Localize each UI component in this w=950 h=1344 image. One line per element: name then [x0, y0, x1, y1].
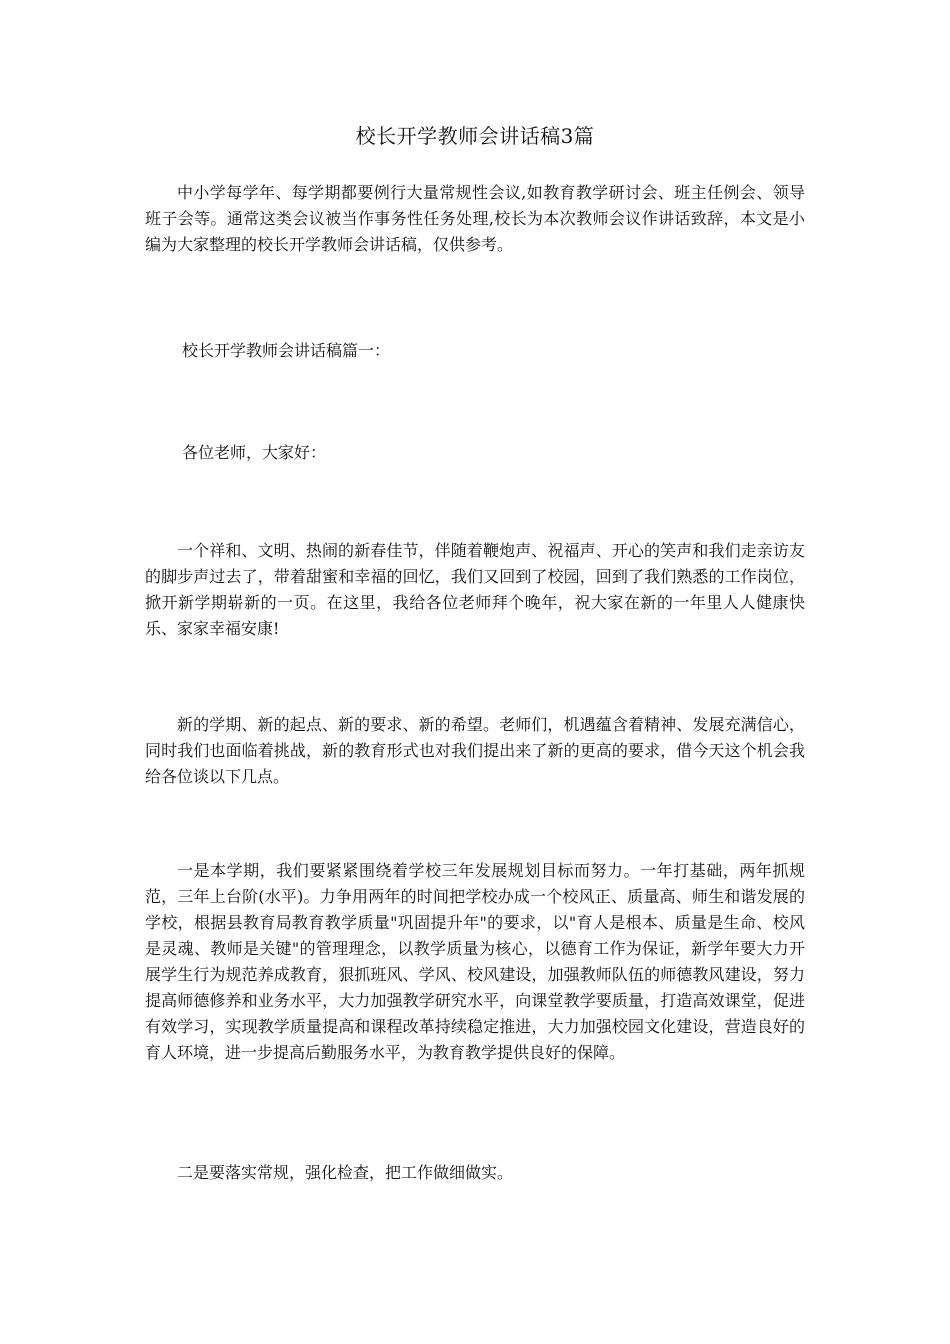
body-paragraph-4: 二是要落实常规，强化检查，把工作做细做实。 — [177, 1163, 514, 1182]
section-heading: 校长开学教师会讲话稿篇一： — [182, 341, 391, 360]
body-paragraph-3: 一是本学期，我们要紧紧围绕着学校三年发展规划目标而努力。一年打基础，两年抓规范，三年上台阶(水平)。力争用两年的时间把学校办成一个校风正、质量高、师生和谐发展的学校，根据县教育局教育教学质量"巩固提升年"的要求，以"育人是根本、质量是生命、校风是灵魂、教师是关键"的管理理念，以教学质量为核心，以德育工作为保证，新学年要大力开展学生行为规范养成教育，狠抓班风、学风、校风建设，加强教师队伍的师德教风建设，努力提高师德修养和业务水平，大力加强教学研究水平，向课堂教学要质量，打造高效课堂，促进有效学习，实现教学质量提高和课程改革持续稳定推进，大力加强校园文化建设，营造良好的育人环境，进一步提高后勤服务水平，为教育教学提供良好的保障。 — [145, 861, 805, 1062]
greeting: 各位老师，大家好： — [182, 443, 327, 462]
document-title: 校长开学教师会讲话稿3篇 — [355, 124, 595, 148]
body-paragraph-2: 新的学期、新的起点、新的要求、新的希望。老师们，机遇蕴含着精神、发展充满信心，同时我们也面临着挑战，新的教育形式也对我们提出来了新的更高的要求，借今天这个机会我给各位谈以下几点。 — [145, 715, 805, 786]
body-paragraph-1: 一个祥和、文明、热闹的新春佳节，伴随着鞭炮声、祝福声、开心的笑声和我们走亲访友的脚步声过去了，带着甜蜜和幸福的回忆，我们又回到了校园，回到了我们熟悉的工作岗位，掀开新学期崭新的一页。在这里，我给各位老师拜个晚年，祝大家在新的一年里人人健康快乐、家家幸福安康! — [145, 541, 805, 638]
intro-paragraph: 中小学每学年、每学期都要例行大量常规性会议,如教育教学研讨会、班主任例会、领导班子会等。通常这类会议被当作事务性任务处理,校长为本次教师会议作讲话致辞，本文是小编为大家整理的校长开学教师会讲话稿，仅供参考。 — [145, 183, 805, 254]
